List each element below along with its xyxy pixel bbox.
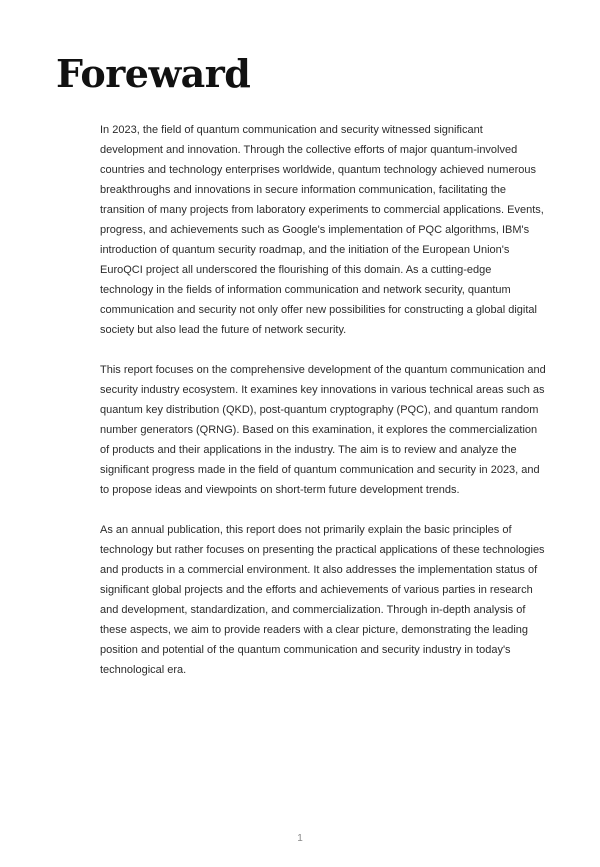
- paragraph-2: This report focuses on the comprehensive development of the quantum communication and security industry ecosystem. It examines key innovations in various technical areas such as quantum key distribution (QKD), post-quantum cryptography (PQC), and quantum random number generators (QRNG). Based on this examination, it explores the commercialization of products and their applications in the industry. The aim is to review and analyze the significant progress made in the field of quantum communication and security in 2023, and to propose ideas and viewpoints on short-term future development trends.: [100, 364, 546, 496]
- paragraph-3: As an annual publication, this report does not primarily explain the basic principles of technology but rather focuses on presenting the practical applications of these technologies and products in a commercial environment. It also addresses the implementation status of significant global projects and the efforts and achievements of various parties in research and development, standardization, and commercialization. Through in-depth analysis of these aspects, we aim to provide readers with a clear picture, demonstrating the leading position and potential of the quantum communication and security industry in today's technological era.: [100, 524, 545, 676]
- page-number: 1: [297, 833, 303, 844]
- paragraph-1: In 2023, the field of quantum communication and security witnessed significant development and innovation. Through the collective efforts of major quantum-involved countries and technology enterprises worldwide, quantum technology achieved numerous breakthroughs and innovations in secure information communication, facilitating the transition of many projects from laboratory experiments to commercial applications. Events, progress, and achievements such as Google's implementation of PQC algorithms, IBM's introduction of quantum security roadmap, and the initiation of the European Union's EuroQCI project all underscored the flourishing of this domain. As a cutting-edge technology in the fields of information communication and network security, quantum communication and security not only offer new possibilities for constructing a global digital society but also lead the future of network security.: [100, 124, 544, 336]
- page-title: Foreward: [56, 51, 251, 96]
- body-text: [100, 120, 546, 700]
